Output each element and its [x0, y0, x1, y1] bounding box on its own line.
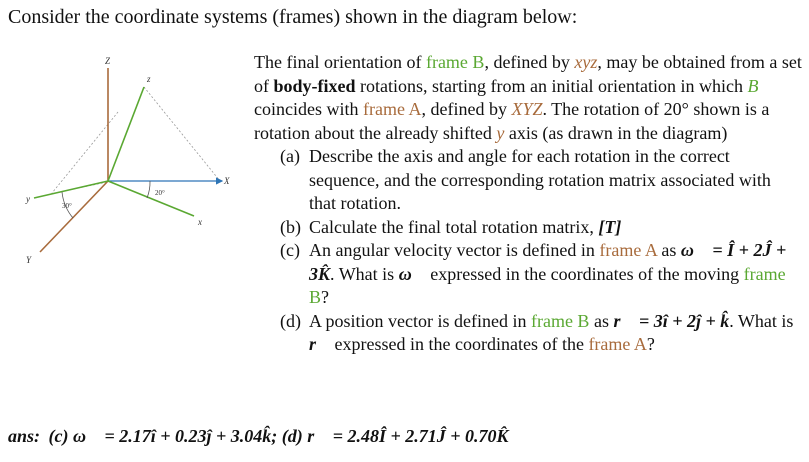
frame-B-ref: frame B [309, 263, 786, 307]
axis-x-line [108, 181, 194, 216]
frame-A-ref: frame A [588, 334, 647, 354]
XYZ-ref: XYZ [511, 99, 543, 119]
omega-symbol: ω⃗ [398, 263, 426, 284]
label-y: y [26, 194, 30, 204]
part-b [254, 216, 802, 240]
axis-y-line [34, 181, 108, 198]
omega-vector-equation: ω⃗ = Î + 2Ĵ + 3K̂ [309, 240, 787, 284]
r-vector-equation: r⃗ = 3î + 2ĵ + k̂ [613, 310, 730, 331]
part-marker: (d) [280, 310, 301, 331]
matrix-T-symbol: [T] [598, 216, 622, 237]
body-fixed-term: body-fixed [273, 75, 356, 96]
part-text: as [589, 310, 614, 331]
part-text: expressed in the coordinates of the [330, 334, 589, 354]
part-marker: (c) [280, 240, 300, 260]
part-marker: (b) [280, 216, 301, 237]
intro-paragraph [254, 51, 802, 145]
part-marker: (a) [280, 146, 300, 166]
intro-text: . The rotation of 20° shown is a rotation about the already shifted [254, 99, 770, 143]
part-text: . What is [729, 310, 794, 331]
frame-A-ref: frame A [599, 240, 657, 260]
B-ref: B [747, 75, 759, 96]
answer-prefix: ans: [8, 426, 45, 446]
intro-text: , defined by [421, 99, 512, 119]
part-text: . What is [330, 263, 399, 284]
part-text: A position vector is defined in [309, 310, 531, 331]
intro-text: coincides with [254, 99, 363, 119]
part-text: as [656, 240, 681, 260]
label-angle-30: 30° [62, 202, 72, 210]
r-symbol: r⃗ [309, 334, 331, 354]
label-z-lower: z [147, 74, 151, 84]
part-text: ? [646, 334, 655, 354]
label-X: X [224, 176, 230, 186]
label-x: x [198, 217, 202, 227]
frame-B-ref: frame B [530, 310, 590, 331]
intro-text: , defined by [484, 52, 575, 72]
y-axis-ref: y [496, 122, 505, 143]
intro-text: axis (as drawn in the diagram) [504, 122, 728, 143]
part-d [254, 310, 802, 357]
axis-Y-line [40, 181, 108, 252]
part-text: Describe the axis and angle for each rotation in the correct sequence, and the corresponding rotation matrix associated with that rotation. [309, 146, 771, 213]
part-a [254, 145, 802, 216]
label-angle-20: 20° [155, 189, 165, 197]
dashed-helper-line [144, 87, 220, 181]
problem-body [254, 51, 802, 357]
intro-text: The final orientation of [254, 52, 426, 72]
intro-text: rotations, starting from an initial orientation in which [355, 75, 748, 96]
part-text: Calculate the final total rotation matrix, [309, 216, 599, 237]
answer-line [8, 426, 509, 447]
part-c [254, 239, 802, 310]
xyz-ref: xyz [574, 52, 598, 72]
question-parts-list [254, 145, 802, 357]
label-Z-upper: Z [105, 56, 111, 66]
frame-B-ref: frame B [425, 52, 485, 72]
part-text: An angular velocity vector is defined in [309, 240, 600, 260]
frame-A-ref: frame A [362, 99, 422, 119]
label-Y: Y [26, 255, 32, 265]
question-heading: Consider the coordinate systems (frames) shown in the diagram below: [8, 6, 578, 28]
axis-z-line [108, 87, 144, 181]
part-text: ? [321, 287, 330, 307]
coordinate-frames-diagram [0, 40, 250, 270]
answer-text: (c) ω⃗ = 2.17î + 0.23ĵ + 3.04k̂; (d) r⃗ = 2.48Î + 2.71Ĵ + 0.70K̂ [48, 426, 509, 446]
intro-text: , may be obtained from a set of [254, 52, 802, 96]
part-text: expressed in the coordinates of the moving [425, 263, 744, 284]
angle-20-arc [147, 181, 150, 198]
